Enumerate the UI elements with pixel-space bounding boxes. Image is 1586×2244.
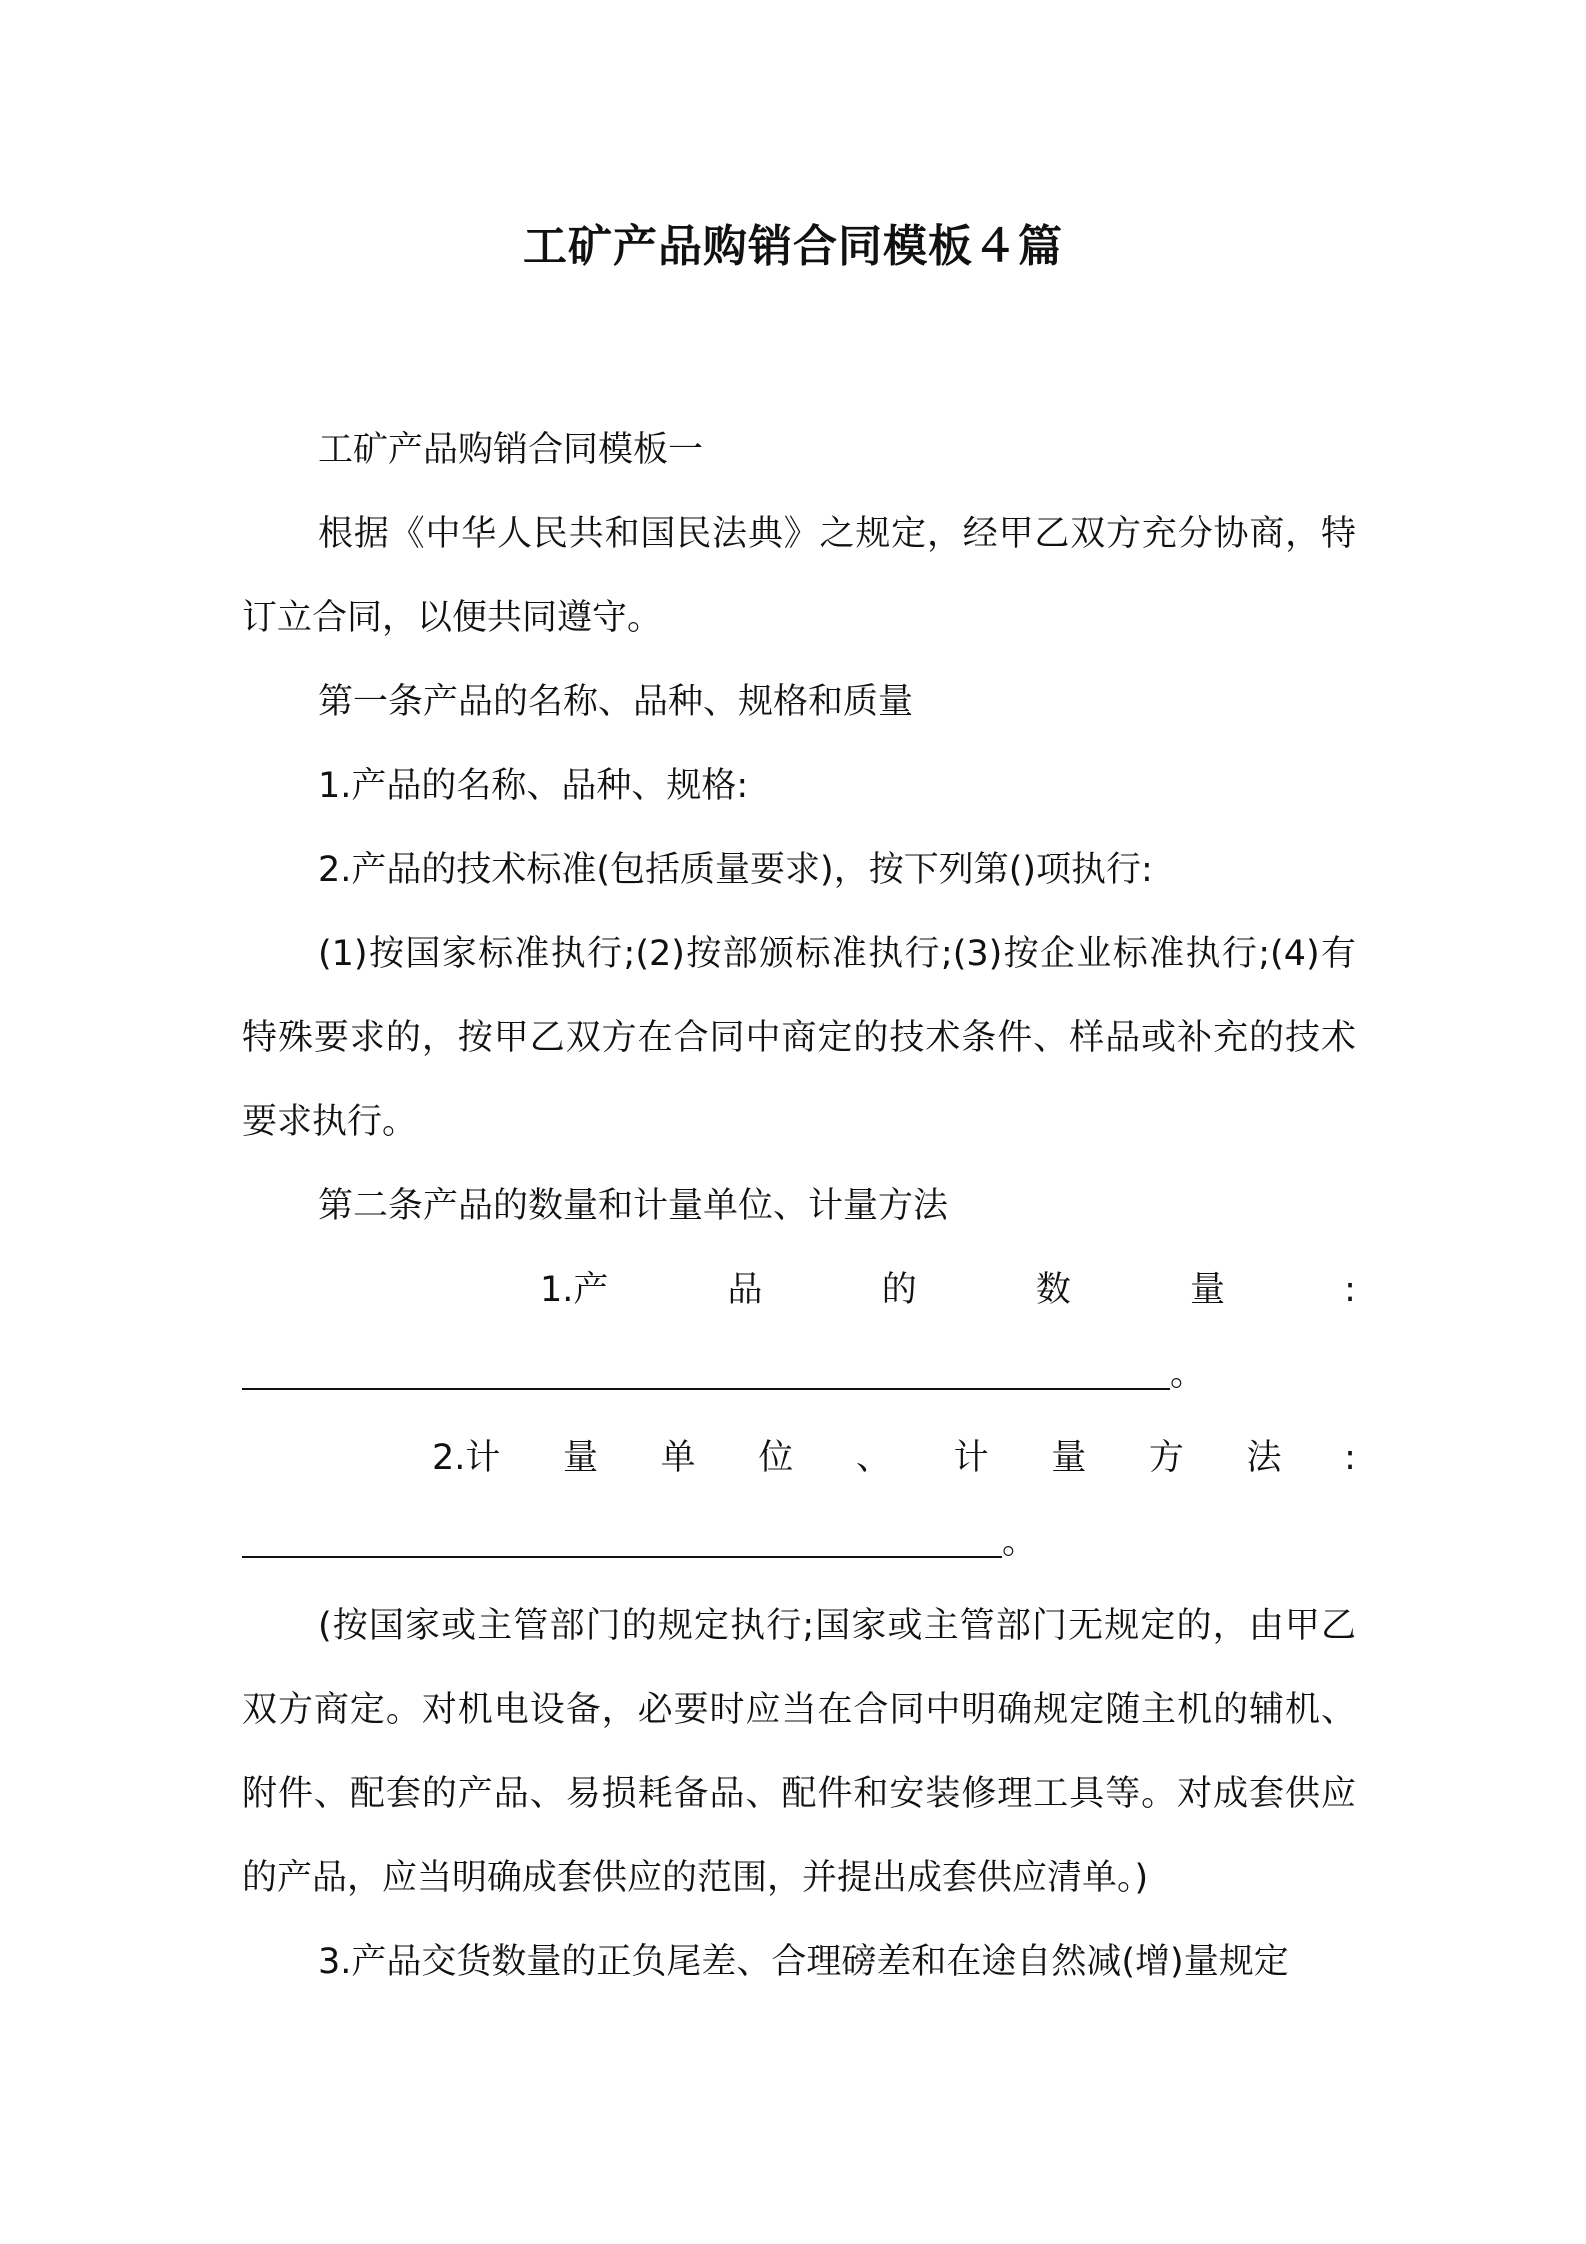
quantity-label-line [242, 1248, 1356, 1332]
unit-label-part: 位 [758, 1438, 794, 1478]
quantity-label-part: 品 [727, 1270, 763, 1310]
quantity-label-part: : [1344, 1270, 1356, 1310]
unit-blank [242, 1500, 1002, 1558]
quantity-fill-line [242, 1332, 1356, 1416]
paragraph: 根据《中华人民共和国民法典》之规定，经甲乙双方充分协商，特订立合同，以便共同遵守。 [242, 514, 1356, 638]
document-body [242, 408, 1356, 2004]
article-heading: 第一条产品的名称、品种、规格和质量 [318, 682, 914, 722]
unit-blank-end: 。 [1002, 1522, 1038, 1562]
unit-label-part: 量 [563, 1438, 599, 1478]
unit-label-part: 法 [1246, 1438, 1282, 1478]
paragraph: 3.产品交货数量的正负尾差、合理磅差和在途自然减(增)量规定 [318, 1942, 1289, 1982]
quantity-label-part: 1.产 [540, 1270, 609, 1310]
paragraph: 1.产品的名称、品种、规格: [318, 766, 749, 806]
unit-fill-line [242, 1500, 1356, 1584]
document-title: 工矿产品购销合同模板４篇 [523, 221, 1063, 272]
article-heading: 第二条产品的数量和计量单位、计量方法 [318, 1186, 949, 1226]
unit-label-part: 计 [953, 1438, 989, 1478]
unit-label-part: 单 [660, 1438, 696, 1478]
unit-label-part: 方 [1148, 1438, 1184, 1478]
unit-label-part: : [1344, 1438, 1356, 1478]
section-heading: 工矿产品购销合同模板一 [318, 430, 704, 470]
paragraph: (1)按国家标准执行;(2)按部颁标准执行;(3)按企业标准执行;(4)有特殊要求的，按甲乙双方在合同中商定的技术条件、样品或补充的技术要求执行。 [242, 934, 1356, 1142]
paragraph: (按国家或主管部门的规定执行;国家或主管部门无规定的，由甲乙双方商定。对机电设备，必要时应当在合同中明确规定随主机的辅机、附件、配套的产品、易损耗备品、配件和安装修理工具等。对成套供应的产品，应当明确成套供应的范围，并提出成套供应清单。) [242, 1606, 1356, 1898]
unit-label-line [242, 1416, 1356, 1500]
paragraph: 2.产品的技术标准(包括质量要求)，按下列第()项执行: [318, 850, 1153, 890]
quantity-label-part: 的 [881, 1270, 917, 1310]
quantity-blank [242, 1332, 1170, 1390]
unit-label-part: 、 [855, 1438, 891, 1478]
unit-label-part: 量 [1051, 1438, 1087, 1478]
quantity-blank-end: 。 [1170, 1354, 1206, 1394]
unit-label-part: 2.计 [432, 1438, 501, 1478]
quantity-label-part: 数 [1035, 1270, 1071, 1310]
quantity-label-part: 量 [1190, 1270, 1226, 1310]
